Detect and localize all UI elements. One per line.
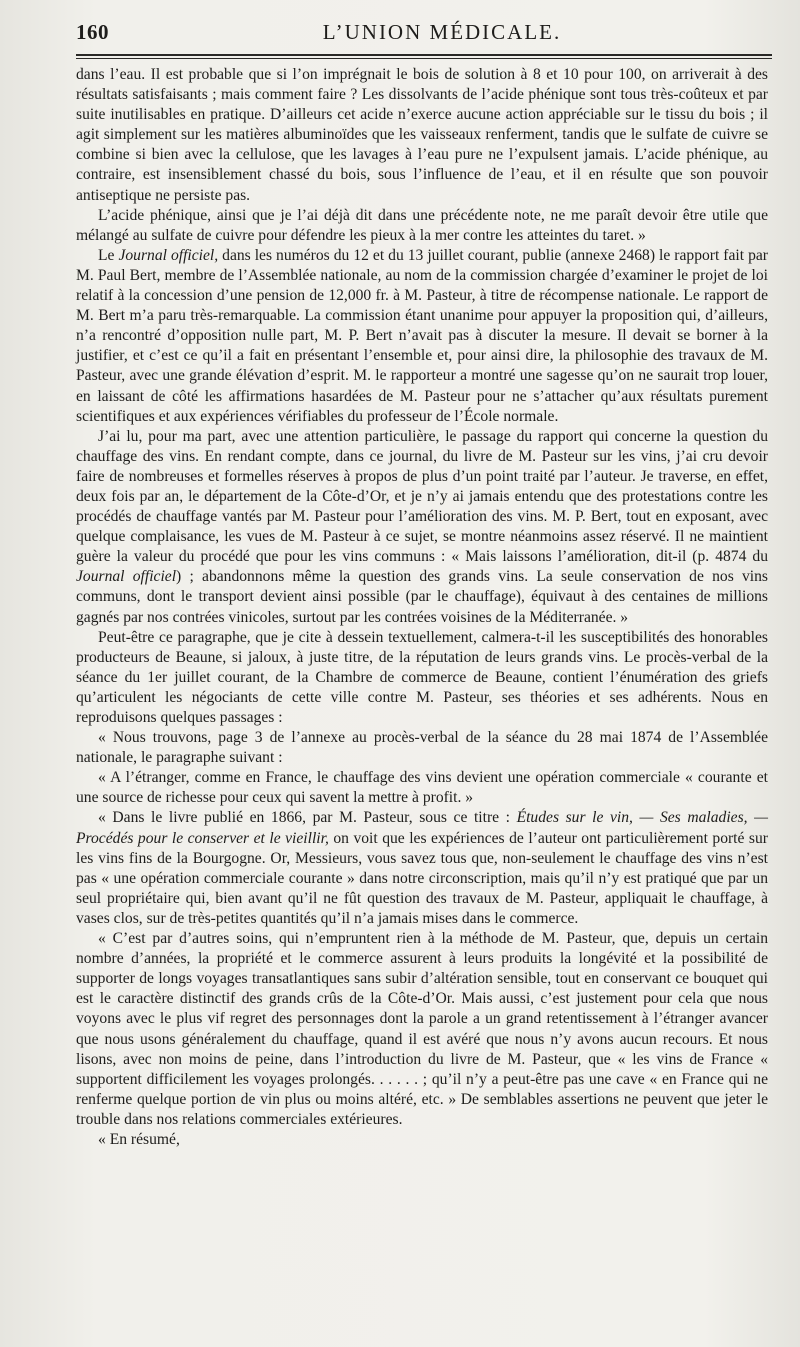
text-run: « Dans le livre publié en 1866, par M. Pasteur, sous ce titre : — [98, 809, 517, 827]
running-title: L’UNION MÉDICALE. — [322, 20, 562, 44]
text-run: J’ai lu, pour ma part, avec une attention particulière, le passage du rapport qui concerne la question du chauffage des vins. En rendant compte, dans ce journal, du livre de M. Pasteur sur les vins, j’ai cru devoir faire de nombreuses et formelles réserves à propos de plus d’un point traité par l’auteur. Je traverse, en effet, deux fois par an, le département de la Côte-d’Or, et je n’y ai jamais entendu que des protestations contre les procédés de chauffage vantés par M. Pasteur pour l’amélioration des vins. M. P. Bert, tout en exposant, avec quelque complaisance, les vues de M. Pasteur à ce sujet, se montre néanmoins assez réservé. Il ne maintient guère la valeur du procédé que pour les vins communs : « Mais laissons l’amélioration, dit-il (p. 4874 du — [76, 427, 768, 566]
paragraph — [76, 427, 768, 628]
quoted-paragraph — [76, 1130, 768, 1150]
quoted-paragraph — [76, 728, 768, 768]
text-run: « C’est par d’autres soins, qui n’empruntent rien à la méthode de M. Pasteur, que, depuis un certain nombre d’années, la propriété et le commerce assurent à leurs produits la longévité et la possibilité de supporter de longs voyages transatlantiques sans subir d’altération sensible, tout en conservant ce bouquet qui est le caractère distinctif des grands crûs de la Côte-d’Or. Mais aussi, c’est justement pour cela que nous voyons avec le plus vif regret des personnages dont la parole a un grand retentissement à l’étranger avancer que nous usons généralement du chauffage, quand il est avéré que nous n’y avons aucun recours. Et nous lisons, avec non moins de peine, dans l’introduction du livre de M. Pasteur, que « les vins de France « supportent difficilement les voyages prolongés. . . . . . ; qu’il n’y a peut-être pas une cave « en France qui ne renferme quelque portion de vin plus ou moins altéré, etc. » De semblables assertions ne peuvent que jeter le trouble dans nos relations commerciales extérieures. — [76, 930, 768, 1128]
text-run: « En résumé, — [98, 1130, 180, 1148]
paragraph — [76, 206, 768, 246]
quoted-paragraph — [76, 808, 768, 929]
page-number: 160 — [76, 20, 109, 44]
text-run: on voit que les expériences de l’auteur ont particulièrement porté sur les vins fins de la Bourgogne. Or, Messieurs, vous savez tous que, non-seulement le chauffage des vins n’est pas « une opération commerciale courante » dans notre circonscription, mais qu’il n’y est pratiqué que par un seul propriétaire qui, bien avant qu’il ne fût question des travaux de M. Pasteur, appliquait le chauffage, à vases clos, sur de très-petites quantités qu’il n’a jamais mises dans le commerce. — [76, 829, 768, 927]
italic-run: Journal officiel, — [118, 246, 219, 264]
page-header — [76, 14, 768, 48]
text-run: L’acide phénique, ainsi que je l’ai déjà dit dans une précédente note, ne me paraît devoir être utile que mélangé au sulfate de cuivre pour défendre les pieux à la mer contre les atteintes du taret. » — [76, 206, 768, 244]
text-run: Le — [98, 246, 119, 264]
text-run: « A l’étranger, comme en France, le chauffage des vins devient une opération commerciale « courante et une source de richesse pour ceux qui savent la mettre à profit. » — [76, 769, 768, 807]
header-rule — [76, 54, 772, 59]
paragraph — [76, 246, 768, 427]
paragraph — [76, 65, 768, 206]
text-run: Peut-être ce paragraphe, que je cite à dessein textuellement, calmera-t-il les susceptibilités des honorables producteurs de Beaune, si jaloux, à juste titre, de la réputation de leurs grands vins. Le procès-verbal de la séance du 1er juillet courant, de la Chambre de commerce de Beaune, contient l’énumération des griefs qu’articulent les négociants de cette ville contre M. Pasteur, ses théories et ses adhérents. Nous en reproduisons quelques passages : — [76, 628, 768, 726]
text-run: ) ; abandonnons même la question des grands vins. La seule conservation de nos vins communs, dont le transport devient ainsi possible (par le chauffage), équivaut à des centaines de millions gagnés par nos contrées vinicoles, surtout par les contrées voisines de la Méditerranée. » — [76, 568, 768, 626]
paragraph — [76, 628, 768, 728]
text-run: dans l’eau. Il est probable que si l’on imprégnait le bois de solution à 8 et 10 pour 100, on arriverait à des résultats satisfaisants ; mais comment faire ? Les dissolvants de l’acide phénique sont tous très-coûteux et par suite inutilisables en pratique. D’ailleurs cet acide n’exerce aucune action appréciable sur le tissu du bois ; il agit simplement sur les matières albuminoïdes que les vaisseaux renferment, tandis que le sulfate de cuivre se combine si bien avec la cellulose, que les lavages à l’eau pure ne l’expulsent jamais. L’acide phénique, au contraire, est insensiblement chassé du bois, sous l’influence de l’eau, et il en résulte que son pouvoir antiseptique ne persiste pas. — [76, 66, 768, 204]
italic-run: Journal officiel — [76, 568, 177, 586]
text-run: dans les numéros du 12 et du 13 juillet courant, publie (annexe 2468) le rapport fait par M. Paul Bert, membre de l’Assemblée nationale, au nom de la commission chargée d’examiner le projet de loi relatif à la concession d’une pension de 12,000 fr. à M. Pasteur, à titre de récompense nationale. Le rapport de M. Bert m’a paru très-remarquable. La commission étant unanime pour appuyer la proposition qui, d’ailleurs, n’a rencontré d’opposition nulle part, M. P. Bert n’avait pas à discuter la mesure. Il devait se borner à la justifier, et c’est ce qu’il a fait en présentant l’ensemble et, pour ainsi dire, la philosophie des travaux de M. Pasteur, avec une grande élévation d’esprit. M. le rapporteur a montré une sagesse qu’on ne saurait trop louer, en laissant de côté les affirmations hasardées de M. Pasteur pour ne s’attacher qu’aux résultats purement scientifiques et aux expériences vérifiables du professeur de l’École normale. — [76, 246, 768, 425]
quoted-paragraph — [76, 768, 768, 808]
italic-run: Études sur le vin, — Ses maladies, — Procédés pour le conserver et le vieillir, — [76, 809, 769, 847]
text-run: « Nous trouvons, page 3 de l’annexe au procès-verbal de la séance du 28 mai 1874 de l’Assemblée nationale, le paragraphe suivant : — [76, 729, 768, 767]
article-body — [76, 65, 768, 1150]
quoted-paragraph — [76, 929, 768, 1130]
